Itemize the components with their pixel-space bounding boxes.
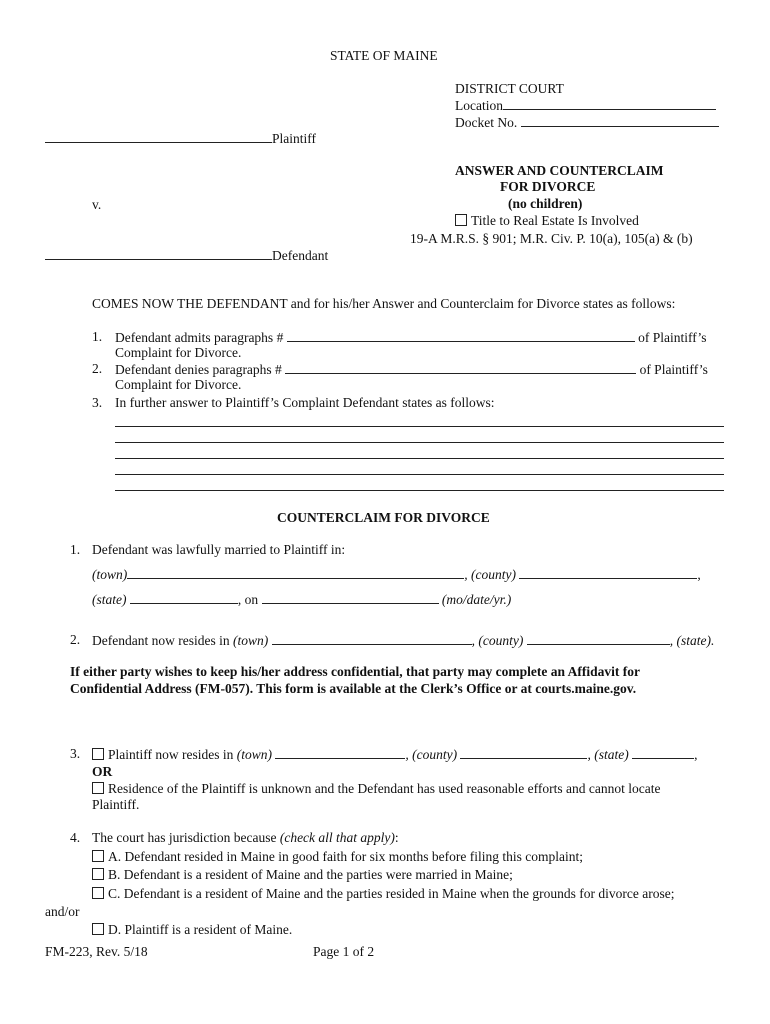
statute-line: 19-A M.R.S. § 901; M.R. Civ. P. 10(a), 105(a) & (b) <box>410 231 693 246</box>
marriage-date-field[interactable] <box>262 591 439 604</box>
county-label: , (county) <box>464 567 516 582</box>
q4-c-text: C. Defendant is a resident of Maine and the parties resided in Maine when the grounds for divorce arose; <box>108 886 675 901</box>
real-estate-label: Title to Real Estate Is Involved <box>471 213 639 228</box>
q3-alt-line2: Plaintiff. <box>92 797 140 812</box>
q4-d-text: D. Plaintiff is a resident of Maine. <box>108 922 293 937</box>
location-field[interactable] <box>503 97 716 110</box>
q4-option-c <box>92 886 674 902</box>
q4-option-d <box>92 922 292 938</box>
q4-hint: (check all that apply) <box>279 830 395 845</box>
jurisdiction-a-checkbox[interactable] <box>92 850 104 862</box>
answer-item3-text: In further answer to Plaintiff’s Complaint Defendant states as follows: <box>115 395 495 410</box>
further-answer-line-2[interactable] <box>115 442 724 443</box>
location-label: Location <box>455 98 503 113</box>
form-id: FM-223, Rev. 5/18 <box>45 944 148 959</box>
q3-text: Plaintiff now resides in <box>108 747 234 762</box>
form-title-line3: (no children) <box>508 196 583 211</box>
answer-item1-text: Defendant admits paragraphs # <box>115 330 284 345</box>
defendant-town-field[interactable] <box>272 632 472 645</box>
form-title-line2: FOR DIVORCE <box>500 179 596 194</box>
plaintiff-label: Plaintiff <box>272 131 317 146</box>
marriage-date-row <box>92 591 511 608</box>
answer-item3-num: 3. <box>92 395 103 410</box>
docket-label: Docket No. <box>455 115 518 130</box>
defendant-county-field[interactable] <box>527 632 670 645</box>
confidential-notice-line1: If either party wishes to keep his/her address confidential, that party may complete an Affidavit for <box>70 664 640 679</box>
answer-item1-cont: Complaint for Divorce. <box>115 345 242 360</box>
marriage-state-field[interactable] <box>130 591 238 604</box>
further-answer-line-4[interactable] <box>115 474 724 475</box>
answer-item1-num: 1. <box>92 329 103 344</box>
further-answer-line-5[interactable] <box>115 490 724 491</box>
marriage-county-field[interactable] <box>519 566 697 579</box>
counterclaim-title: COUNTERCLAIM FOR DIVORCE <box>277 510 490 525</box>
defendant-row <box>45 247 328 264</box>
marriage-town-field[interactable] <box>127 566 464 579</box>
defendant-name-field[interactable] <box>45 247 272 260</box>
on-label: , on <box>237 592 259 607</box>
court-heading: DISTRICT COURT <box>455 81 564 96</box>
q2-town-label: (town) <box>232 633 269 648</box>
q4-colon: : <box>394 830 399 845</box>
answer-item1 <box>115 329 706 346</box>
q3-row: Plaintiff now resides in (town) , (county) , (state) , <box>92 746 697 763</box>
q3-state-label: , (state) <box>587 747 629 762</box>
q4-row <box>92 830 399 846</box>
location-row <box>455 97 716 114</box>
marriage-location-row: (town) , (county) , <box>92 567 701 582</box>
q2-state-label: , (state). <box>669 633 715 648</box>
docket-row <box>455 114 719 131</box>
q3-alt-row <box>92 781 660 797</box>
and-or-label: and/or <box>45 904 80 919</box>
state-label: (state) <box>92 592 127 607</box>
q3-alt-line1: Residence of the Plaintiff is unknown and the Defendant has used reasonable efforts and cannot locate <box>108 781 661 796</box>
town-label: (town) <box>92 567 128 582</box>
jurisdiction-b-checkbox[interactable] <box>92 868 104 880</box>
q4-option-b <box>92 867 513 883</box>
q4-option-a <box>92 849 583 865</box>
plaintiff-state-field[interactable] <box>632 746 694 759</box>
admits-paragraphs-field[interactable] <box>287 329 635 342</box>
answer-item2-cont: Complaint for Divorce. <box>115 377 242 392</box>
confidential-notice-line2: Confidential Address (FM-057). This form is available at the Clerk’s Office or at courts.maine.gov. <box>70 681 637 696</box>
answer-item2 <box>115 361 708 378</box>
q1-num: 1. <box>70 542 81 557</box>
answer-item1-suffix: of Plaintiff’s <box>638 330 707 345</box>
q1-text: Defendant was lawfully married to Plaintiff in: <box>92 542 346 557</box>
q3-or-label: OR <box>92 764 113 779</box>
docket-field[interactable] <box>521 114 719 127</box>
plaintiff-resides-checkbox[interactable] <box>92 748 104 760</box>
real-estate-checkbox[interactable] <box>455 214 467 226</box>
answer-item2-suffix: of Plaintiff’s <box>639 362 708 377</box>
q3-town-label: (town) <box>236 747 272 762</box>
q4-text: The court has jurisdiction because <box>92 830 277 845</box>
plaintiff-residence-unknown-checkbox[interactable] <box>92 782 104 794</box>
q4-a-text: A. Defendant resided in Maine in good faith for six months before filing this complaint; <box>108 849 584 864</box>
plaintiff-town-field[interactable] <box>275 746 405 759</box>
denies-paragraphs-field[interactable] <box>285 361 636 374</box>
further-answer-line-3[interactable] <box>115 458 724 459</box>
q3-county-label: , (county) <box>405 747 458 762</box>
versus-label: v. <box>92 197 102 212</box>
jurisdiction-d-checkbox[interactable] <box>92 923 104 935</box>
q4-num: 4. <box>70 830 81 845</box>
further-answer-line-1[interactable] <box>115 426 724 427</box>
plaintiff-row <box>45 130 316 147</box>
date-format-label: (mo/date/yr.) <box>441 592 512 607</box>
real-estate-row <box>455 213 639 229</box>
q2-text: Defendant now resides in <box>92 633 230 648</box>
plaintiff-name-field[interactable] <box>45 130 272 143</box>
jurisdiction-c-checkbox[interactable] <box>92 887 104 899</box>
q4-b-text: B. Defendant is a resident of Maine and the parties were married in Maine; <box>108 867 513 882</box>
answer-intro: COMES NOW THE DEFENDANT and for his/her Answer and Counterclaim for Divorce states as follows: <box>92 296 676 311</box>
form-title-line1: ANSWER AND COUNTERCLAIM <box>455 163 664 178</box>
q2-row <box>92 632 714 649</box>
q2-county-label: , (county) <box>471 633 524 648</box>
answer-item2-num: 2. <box>92 361 103 376</box>
answer-item2-text: Defendant denies paragraphs # <box>115 362 282 377</box>
q3-num: 3. <box>70 746 81 761</box>
plaintiff-county-field[interactable] <box>460 746 587 759</box>
defendant-label: Defendant <box>272 248 329 263</box>
page-number: Page 1 of 2 <box>313 944 375 959</box>
q2-num: 2. <box>70 632 81 647</box>
state-heading: STATE OF MAINE <box>330 48 438 63</box>
